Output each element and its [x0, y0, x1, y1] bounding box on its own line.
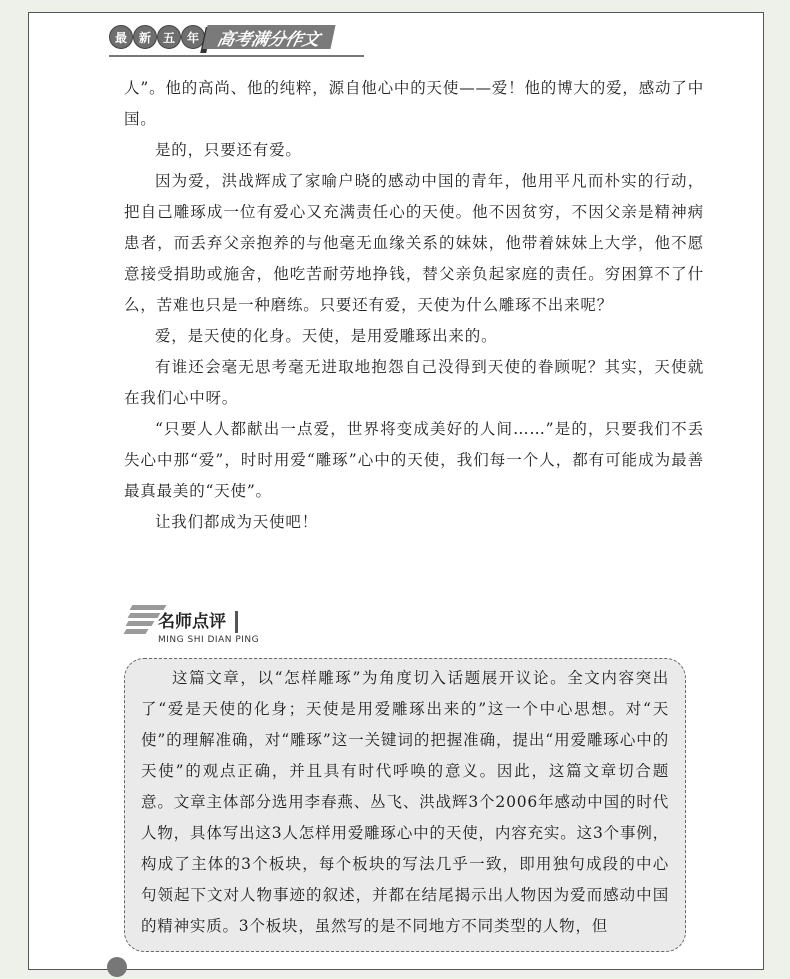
series-char-4: 年 — [181, 25, 205, 49]
essay-body — [124, 73, 704, 538]
paragraph: 人”。他的高尚、他的纯粹，源自他心中的天使——爱！他的博大的爱，感动了中国。 — [124, 79, 704, 128]
section-subtitle: MING SHI DIAN PING — [158, 635, 260, 645]
section-heading — [123, 603, 323, 653]
paragraph: 因为爱，洪战辉成了家喻户晓的感动中国的青年，他用平凡而朴实的行动，把自己雕琢成一位有爱心又充满责任心的天使。他不因贫穷，不因父亲是精神病患者，而丢弃父亲抱养的与他毫无血缘关系的妹妹，他带着妹妹上大学，他不愿意接受捐助或施舍，他吃苦耐劳地挣钱，替父亲负起家庭的责任。穷困算不了什么，苦难也只是一种磨练。只要还有爱，天使为什么雕琢不出来呢？ — [124, 172, 704, 314]
book-title: 高考满分作文 — [202, 25, 335, 49]
header-rule — [109, 55, 364, 57]
paragraph: “只要人人都献出一点爱，世界将变成美好的人间……”是的，只要我们不丢失心中那“爱”，时时用爱“雕琢”心中的天使，我们每一个人，都有可能成为最善最真最美的“天使”。 — [124, 420, 704, 500]
paragraph: 是的，只要还有爱。 — [155, 141, 302, 159]
series-char-2: 新 — [133, 25, 157, 49]
paragraph: 有谁还会毫无思考毫无进取地抱怨自己没得到天使的眷顾呢？其实，天使就在我们心中呀。 — [124, 358, 704, 407]
paragraph: 爱，是天使的化身。天使，是用爱雕琢出来的。 — [155, 327, 498, 345]
series-char-3: 五 — [157, 25, 181, 49]
page-number-badge — [107, 957, 127, 977]
section-title: 名师点评 — [158, 612, 226, 632]
paragraph: 让我们都成为天使吧！ — [155, 513, 319, 531]
section-bar — [235, 611, 238, 633]
comment-text: 这篇文章，以“怎样雕琢”为角度切入话题展开议论。全文内容突出了“爱是天使的化身；天使是用爱雕琢出来的”这一个中心思想。对“天使”的理解准确，对“雕琢”这一关键词的把握准确，提出“用爱雕琢心中的天使”的观点正确，并且具有时代呼唤的意义。因此，这篇文章切合题意。文章主体部分选用李春燕、丛飞、洪战辉3个2006年感动中国的时代人物，具体写出这3人怎样用爱雕琢心中的天使，内容充实。这3个事例，构成了主体的3个板块，每个板块的写法几乎一致，即用独句成段的中心句领起下文对人物事迹的叙述，并都在结尾揭示出人物因为爱而感动中国的精神实质。3个板块，虽然写的是不同地方不同类型的人物，但 — [141, 669, 669, 935]
teacher-comment-box — [124, 658, 686, 952]
series-char-1: 最 — [109, 25, 133, 49]
page — [28, 12, 764, 970]
